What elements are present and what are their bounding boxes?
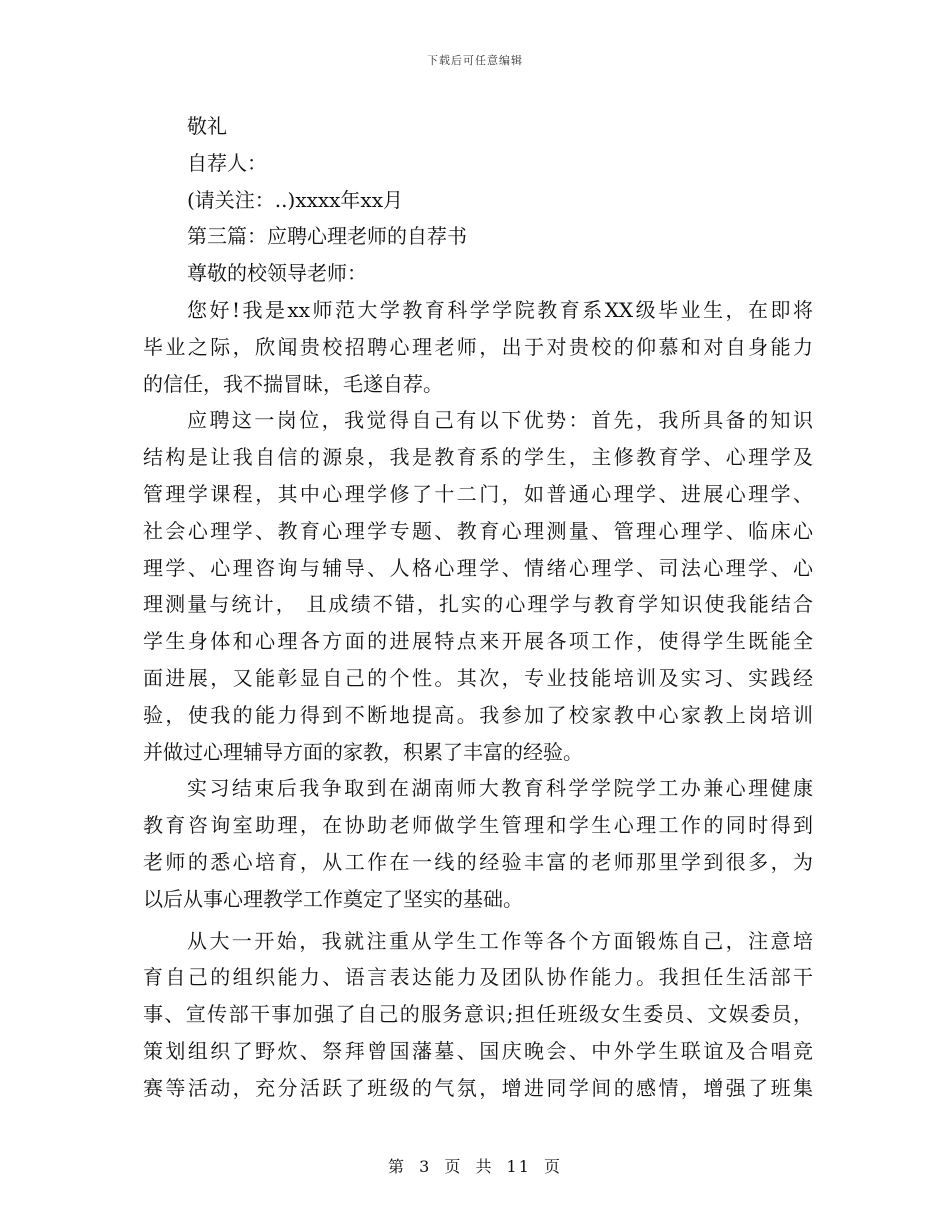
text-line: 实习结束后我争取到在湖南师大教育科学学院学工办兼心理健康 xyxy=(187,776,813,801)
document-body xyxy=(143,108,813,1107)
text-line: 面进展，又能彰显自己的个性。其次，专业技能培训及实习、实践经 xyxy=(143,665,813,690)
text-line: (请关注：..)xxxx年xx月 xyxy=(187,187,403,212)
text-line: 事、宣传部干事加强了自己的服务意识;担任班级女生委员、文娱委员， xyxy=(143,1002,813,1027)
text-line: 自荐人： xyxy=(187,150,267,175)
text-line: 学生身体和心理各方面的进展特点来开展各项工作，使得学生既能全 xyxy=(143,629,813,654)
text-line: 策划组织了野炊、祭拜曾国藩墓、国庆晚会、中外学生联谊及合唱竞 xyxy=(143,1038,813,1063)
text-line: 赛等活动，充分活跃了班级的气氛，增进同学间的感情，增强了班集 xyxy=(143,1075,813,1100)
text-line: 理学、心理咨询与辅导、人格心理学、情绪心理学、司法心理学、心 xyxy=(143,555,813,580)
text-line: 从大一开始，我就注重从学生工作等各个方面锻炼自己，注意培 xyxy=(187,928,813,953)
text-line: 毕业之际，欣闻贵校招聘心理老师，出于对贵校的仰慕和对自身能力 xyxy=(143,334,813,359)
text-line: 您好!我是xx师范大学教育科学学院教育系XX级毕业生，在即将 xyxy=(187,297,813,322)
text-line: 第三篇：应聘心理老师的自荐书 xyxy=(187,224,467,249)
text-line: 的信任，我不揣冒昧，毛遂自荐。 xyxy=(143,371,443,396)
text-line: 教育咨询室助理，在协助老师做学生管理和学生心理工作的同时得到 xyxy=(143,813,813,838)
text-line: 老师的悉心培育，从工作在一线的经验丰富的老师那里学到很多，为 xyxy=(143,849,813,874)
text-line: 尊敬的校领导老师： xyxy=(187,261,367,286)
text-line: 敬礼 xyxy=(187,114,227,138)
page-footer: 第 3 页 共 11 页 xyxy=(388,1157,562,1176)
page-header: 下载后可任意编辑 xyxy=(427,54,523,67)
text-line: 社会心理学、教育心理学专题、教育心理测量、管理心理学、临床心 xyxy=(143,518,813,543)
text-line: 应聘这一岗位，我觉得自己有以下优势：首先，我所具备的知识 xyxy=(187,408,813,433)
text-line: 育自己的组织能力、语言表达能力及团队协作能力。我担任生活部干 xyxy=(143,965,813,990)
text-line: 管理学课程，其中心理学修了十二门，如普通心理学、进展心理学、 xyxy=(143,481,813,506)
text-line: 结构是让我自信的源泉，我是教育系的学生，主修教育学、心理学及 xyxy=(143,445,813,470)
text-line: 以后从事心理教学工作奠定了坚实的基础。 xyxy=(143,886,523,911)
text-line: 理测量与统计， 且成绩不错，扎实的心理学与教育学知识使我能结合 xyxy=(143,592,813,617)
text-line: 验，使我的能力得到不断地提高。我参加了校家教中心家教上岗培训 xyxy=(143,702,813,727)
text-line: 并做过心理辅导方面的家教，积累了丰富的经验。 xyxy=(143,739,583,764)
